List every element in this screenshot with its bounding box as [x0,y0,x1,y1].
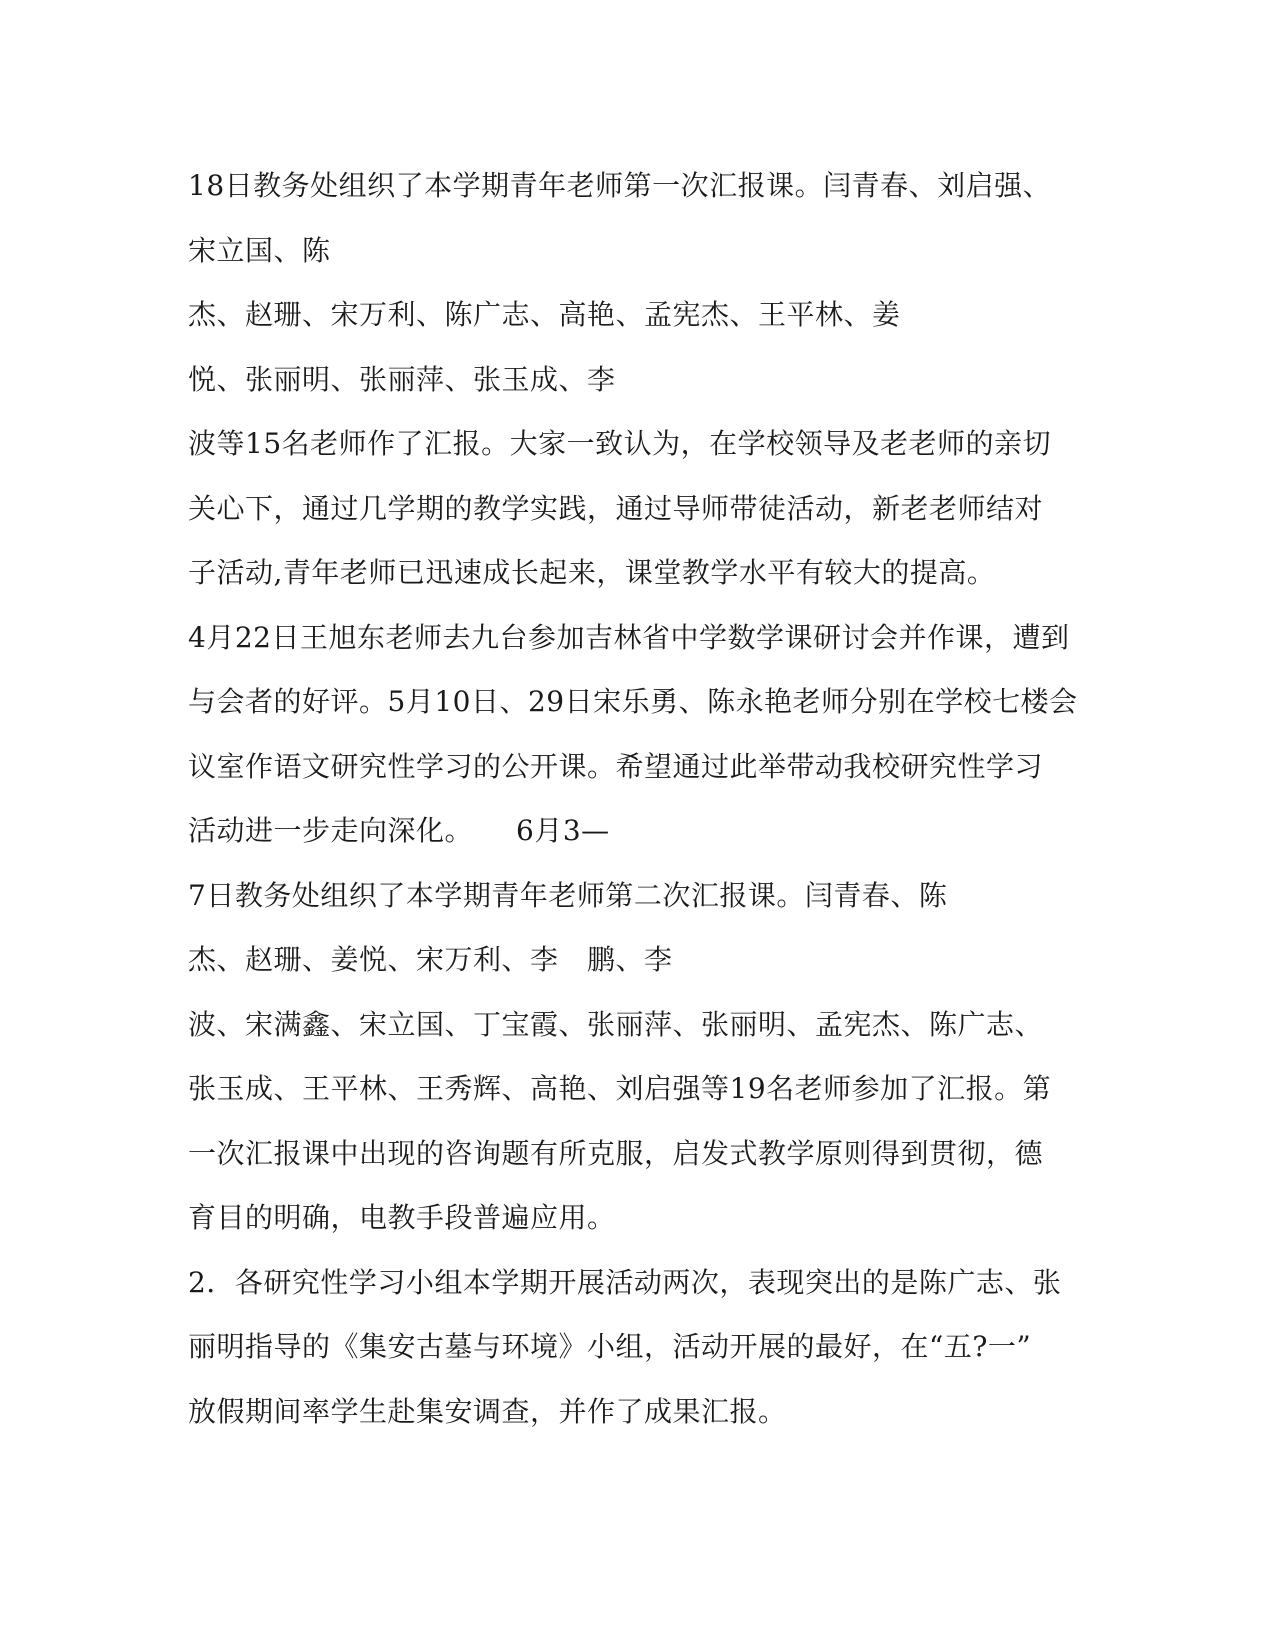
text-line: 7日教务处组织了本学期青年老师第二次汇报课。闫青春、陈 [188,878,948,912]
text-line: 2．各研究性学习小组本学期开展活动两次，表现突出的是陈广志、张 [188,1265,1062,1299]
text-line: 丽明指导的《集安古墓与环境》小组，活动开展的最好，在“五?一” [188,1330,1032,1363]
text-line: 杰、赵珊、姜悦、宋万利、李 鹏、李 [188,943,673,976]
text-line: 悦、张丽明、张丽萍、张玉成、李 [188,362,616,396]
body-text [188,154,1088,1444]
text-line: 与会者的好评。5月10日、29日宋乐勇、陈永艳老师分别在学校七楼会 [188,685,1078,718]
text-line: 活动进一步走向深化。 6月3— [188,814,610,847]
text-line: 宋立国、陈 [188,233,331,267]
text-line: 育目的明确，电教手段普遍应用。 [188,1201,616,1234]
text-line: 子活动,青年老师已迅速成长起来，课堂教学水平有较大的提高。 [188,556,996,589]
text-line: 关心下，通过几学期的教学实践，通过导师带徒活动，新老老师结对 [188,491,1044,525]
text-line: 张玉成、王平林、王秀辉、高艳、刘启强等19名老师参加了汇报。第 [188,1072,1052,1105]
text-line: 18日教务处组织了本学期青年老师第一次汇报课。闫青春、刘启强、 [188,169,1052,202]
text-line: 放假期间率学生赴集安调查，并作了成果汇报。 [188,1394,787,1428]
text-line: 波、宋满鑫、宋立国、丁宝霞、张丽萍、张丽明、孟宪杰、陈广志、 [188,1007,1044,1041]
text-line: 杰、赵珊、宋万利、陈广志、高艳、孟宪杰、王平林、姜 [188,298,901,331]
text-line: 议室作语文研究性学习的公开课。希望通过此举带动我校研究性学习 [188,749,1044,783]
text-line: 波等15名老师作了汇报。大家一致认为，在学校领导及老老师的亲切 [188,427,1052,460]
text-line: 4月22日王旭东老师去九台参加吉林省中学数学课研讨会并作课，遭到 [188,620,1070,654]
text-line: 一次汇报课中出现的咨询题有所克服，启发式教学原则得到贯彻，德 [188,1136,1044,1170]
